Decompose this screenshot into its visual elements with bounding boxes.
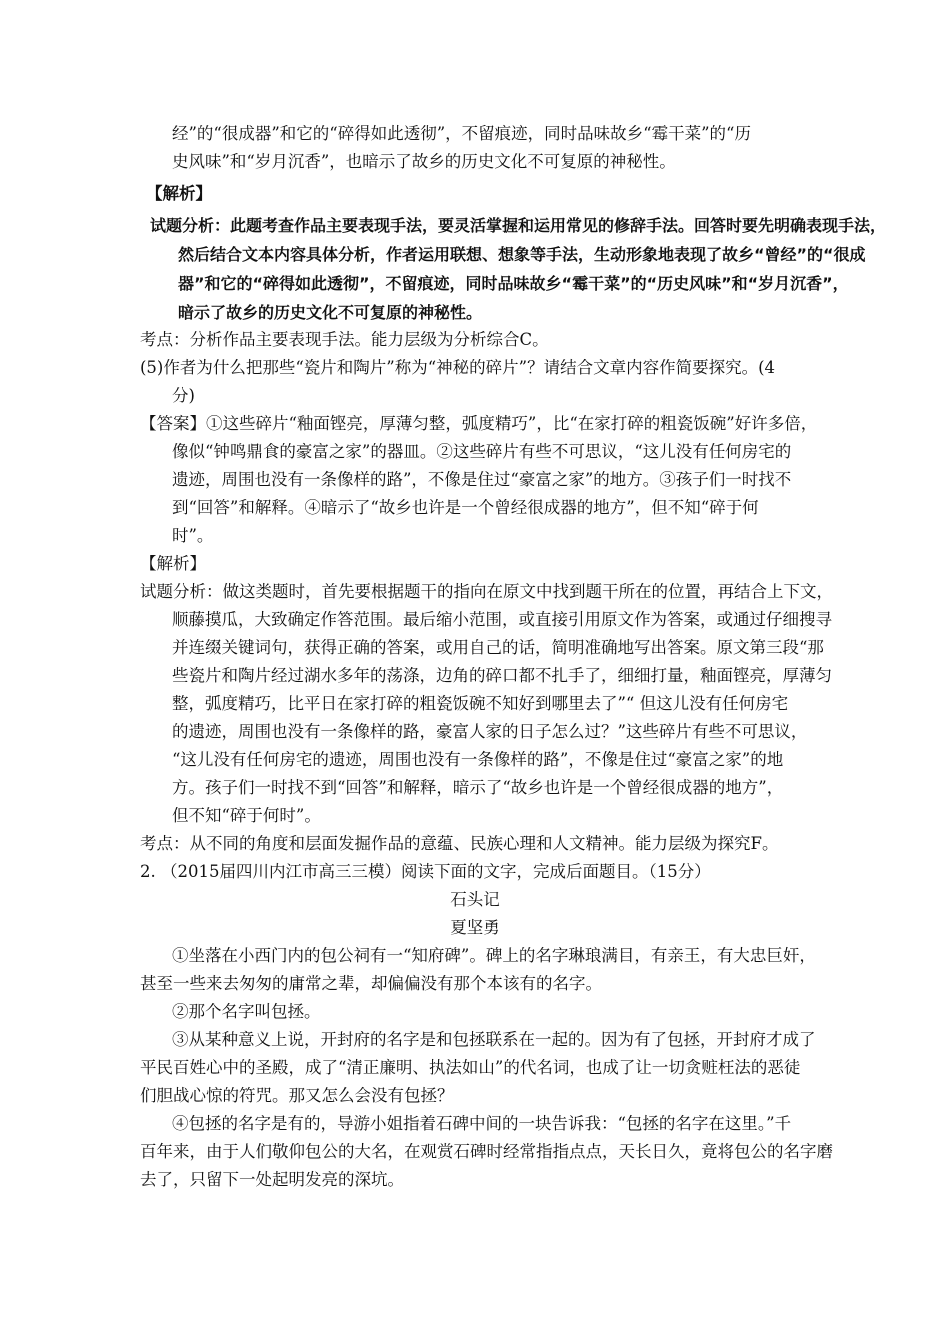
answer-line: 像似“钟鸣鼎食的豪富之家”的器皿。②这些碎片有些不可思议，“这儿没有任何房宅的 xyxy=(172,442,792,461)
paragraph-line: ③从某种意义上说，开封府的名字是和包拯联系在一起的。因为有了包拯，开封府才成了 xyxy=(172,1030,816,1049)
article-author: 夏坚勇 xyxy=(450,918,500,937)
kaodian: 考点：分析作品主要表现手法。能力层级为分析综合C。 xyxy=(140,330,549,349)
answer-line: 到“回答”和解释。④暗示了“故乡也许是一个曾经很成器的地方”，但不知“碎于何 xyxy=(172,498,759,517)
kaodian: 考点：从不同的角度和层面发掘作品的意蕴、民族心理和人文精神。能力层级为探究F。 xyxy=(140,834,779,853)
question-line: 分) xyxy=(172,386,195,405)
analysis-line: 但不知“碎于何时”。 xyxy=(172,806,321,825)
analysis-line: 并连缀关键词句，获得正确的答案，或用自己的话，简明准确地写出答案。原文第三段“那 xyxy=(172,638,824,657)
paragraph-line: ①坐落在小西门内的包公祠有一“知府碑”。碑上的名字琳琅满目，有亲王，有大忠巨奸， xyxy=(172,946,816,965)
analysis-line: “这儿没有任何房宅的遗迹，周围也没有一条像样的路”，不像是住过“豪富之家”的地 xyxy=(172,750,784,769)
paragraph-line: 百年来，由于人们敬仰包公的大名，在观赏石碑时经常指指点点，天长日久，竟将包公的名字磨 xyxy=(140,1142,833,1161)
analysis-line: 方。孩子们一时找不到“回答”和解释，暗示了“故乡也许是一个曾经很成器的地方”， xyxy=(172,778,784,797)
question-heading: 2. （2015届四川内江市高三三模）阅读下面的文字，完成后面题目。（15分） xyxy=(140,862,711,881)
paragraph-line: ④包拯的名字是有的，导游小姐指着石碑中间的一块告诉我：“包拯的名字在这里。”千 xyxy=(172,1114,792,1133)
paragraph-line: 去了，只留下一处起明发亮的深坑。 xyxy=(140,1170,404,1189)
paragraph-line: 们胆战心惊的符咒。那又怎么会没有包拯？ xyxy=(140,1086,454,1105)
answer-line: 【答案】①这些碎片“釉面铿亮，厚薄匀整，弧度精巧”，比“在家打碎的粗瓷饭碗”好许多倍， xyxy=(140,414,818,433)
paragraph-line: 甚至一些来去匆匆的庸常之辈，却偏偏没有那个本该有的名字。 xyxy=(140,974,602,993)
answer-line: 史风味”和“岁月沉香”，也暗示了故乡的历史文化不可复原的神秘性。 xyxy=(172,152,676,171)
question-line: (5)作者为什么把那些“瓷片和陶片”称为“神秘的碎片”？请结合文章内容作简要探究。(4 xyxy=(140,358,776,377)
article-title: 石头记 xyxy=(450,890,500,909)
analysis-line: 试题分析：做这类题时，首先要根据题干的指向在原文中找到题干所在的位置，再结合上下文， xyxy=(140,582,833,601)
analysis-line: 器”和它的“碎得如此透彻”，不留痕迹，同时品味故乡“霉干菜”的“历史风味”和“岁月沉香”， xyxy=(178,274,849,293)
analysis-heading: 【解析】 xyxy=(146,184,212,203)
analysis-line: 然后结合文本内容具体分析，作者运用联想、想象等手法，生动形象地表现了故乡“曾经”的“很成 xyxy=(178,245,866,264)
analysis-line: 暗示了故乡的历史文化不可复原的神秘性。 xyxy=(178,303,483,322)
paragraph-line: ②那个名字叫包拯。 xyxy=(172,1002,321,1021)
analysis-line: 的遗迹，周围也没有一条像样的路，豪富人家的日子怎么过？”这些碎片有些不可思议， xyxy=(172,722,808,741)
analysis-line: 顺藤摸瓜，大致确定作答范围。最后缩小范围，或直接引用原文作为答案，或通过仔细搜寻 xyxy=(172,610,832,629)
analysis-line: 整，弧度精巧，比平日在家打碎的粗瓷饭碗不知好到哪里去了”“ 但这儿没有任何房宅 xyxy=(172,694,789,713)
analysis-heading: 【解析】 xyxy=(140,554,206,573)
answer-line: 经”的“很成器”和它的“碎得如此透彻”，不留痕迹，同时品味故乡“霉干菜”的“历 xyxy=(172,124,751,143)
answer-line: 时”。 xyxy=(172,526,214,545)
answer-line: 遗迹，周围也没有一条像样的路”，不像是住过“豪富之家”的地方。③孩子们一时找不 xyxy=(172,470,792,489)
analysis-line: 些瓷片和陶片经过湖水多年的荡涤，边角的碎口都不扎手了，细细打量，釉面铿亮，厚薄匀 xyxy=(172,666,832,685)
paragraph-line: 平民百姓心中的圣殿，成了“清正廉明、执法如山”的代名词，也成了让一切贪赃枉法的恶徒 xyxy=(140,1058,801,1077)
analysis-line: 试题分析：此题考查作品主要表现手法，要灵活掌握和运用常见的修辞手法。回答时要先明确表现手法， xyxy=(150,216,887,235)
